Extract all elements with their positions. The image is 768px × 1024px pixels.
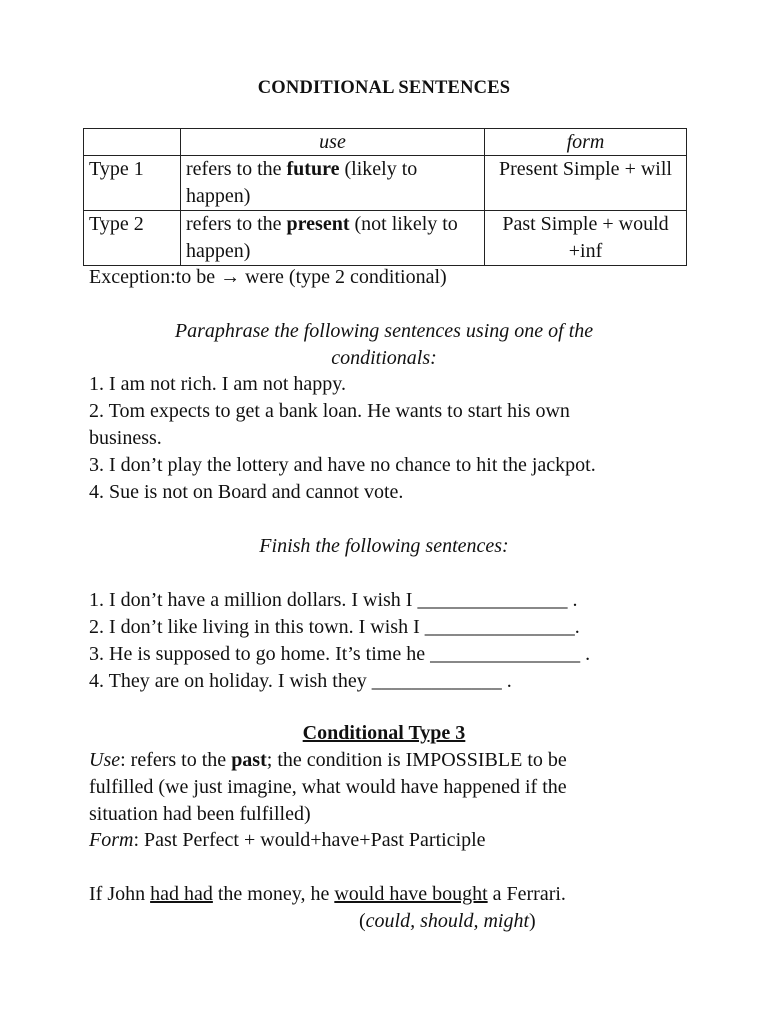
use-text: (likely to happen) (186, 158, 418, 207)
type-cell: Type 2 (84, 211, 181, 266)
type-cell: Type 1 (84, 156, 181, 211)
conditionals-table (83, 128, 687, 266)
list-item: 3. He is supposed to go home. It’s time he _______________ . (89, 643, 591, 665)
use-text: refers to the (186, 158, 287, 180)
list-item: business. (89, 427, 162, 449)
form-text: : Past Perfect + would+have+Past Participle (133, 829, 486, 851)
list-item: 2. I don’t like living in this town. I wish I _______________. (89, 616, 580, 638)
use-emphasis: past (231, 749, 267, 771)
modals-text: could, should, might (365, 910, 530, 932)
list-item: 4. They are on holiday. I wish they _____________ . (89, 670, 512, 692)
type3-form-line (89, 827, 486, 854)
exception-note: Exception:to be → were (type 2 conditional) (89, 266, 447, 288)
paraphrase-heading: Paraphrase the following sentences using one of the (174, 320, 594, 342)
type3-use-line: fulfilled (we just imagine, what would have happened if the (89, 776, 567, 798)
type3-use-line (89, 747, 567, 774)
example-underlined: had had (150, 883, 213, 905)
use-emphasis: present (286, 213, 350, 235)
page-title: CONDITIONAL SENTENCES (257, 78, 511, 98)
use-text: (not likely to happen) (186, 213, 458, 262)
form-cell: Present Simple + will (485, 156, 687, 211)
example-sentence (89, 881, 566, 908)
table-header-row (84, 129, 687, 156)
table-row (84, 211, 687, 266)
paraphrase-heading: conditionals: (331, 347, 437, 369)
example-text: the money, he (212, 883, 335, 905)
type3-heading (0, 720, 768, 747)
type3-heading-text: Conditional Type 3 (302, 722, 466, 744)
list-item: 2. Tom expects to get a bank loan. He wants to start his own (89, 400, 570, 422)
modals-paren: ( (359, 910, 366, 932)
example-underlined: would have bought (334, 883, 488, 905)
finish-heading: Finish the following sentences: (259, 535, 509, 557)
example-text: a Ferrari. (487, 883, 566, 905)
table-header-cell: use (181, 129, 485, 156)
list-item: 3. I don’t play the lottery and have no chance to hit the jackpot. (89, 454, 596, 476)
list-item: 1. I am not rich. I am not happy. (89, 373, 346, 395)
type3-use-line: situation had been fulfilled) (89, 803, 311, 825)
table-header-cell (84, 129, 181, 156)
use-text: refers to the (186, 213, 287, 235)
table-header-cell: form (485, 129, 687, 156)
modals-note (359, 908, 536, 935)
list-item: 1. I don’t have a million dollars. I wish I _______________ . (89, 589, 578, 611)
use-emphasis: future (286, 158, 340, 180)
use-label: Use (89, 749, 121, 771)
use-cell (181, 211, 485, 266)
use-text: ; the condition is IMPOSSIBLE to be (266, 749, 567, 771)
example-text: If John (89, 883, 151, 905)
form-label: Form (89, 829, 134, 851)
form-cell: Past Simple + would +inf (485, 211, 687, 266)
modals-paren: ) (529, 910, 536, 932)
use-cell (181, 156, 485, 211)
use-text: : refers to the (120, 749, 232, 771)
table-row (84, 156, 687, 211)
list-item: 4. Sue is not on Board and cannot vote. (89, 481, 404, 503)
